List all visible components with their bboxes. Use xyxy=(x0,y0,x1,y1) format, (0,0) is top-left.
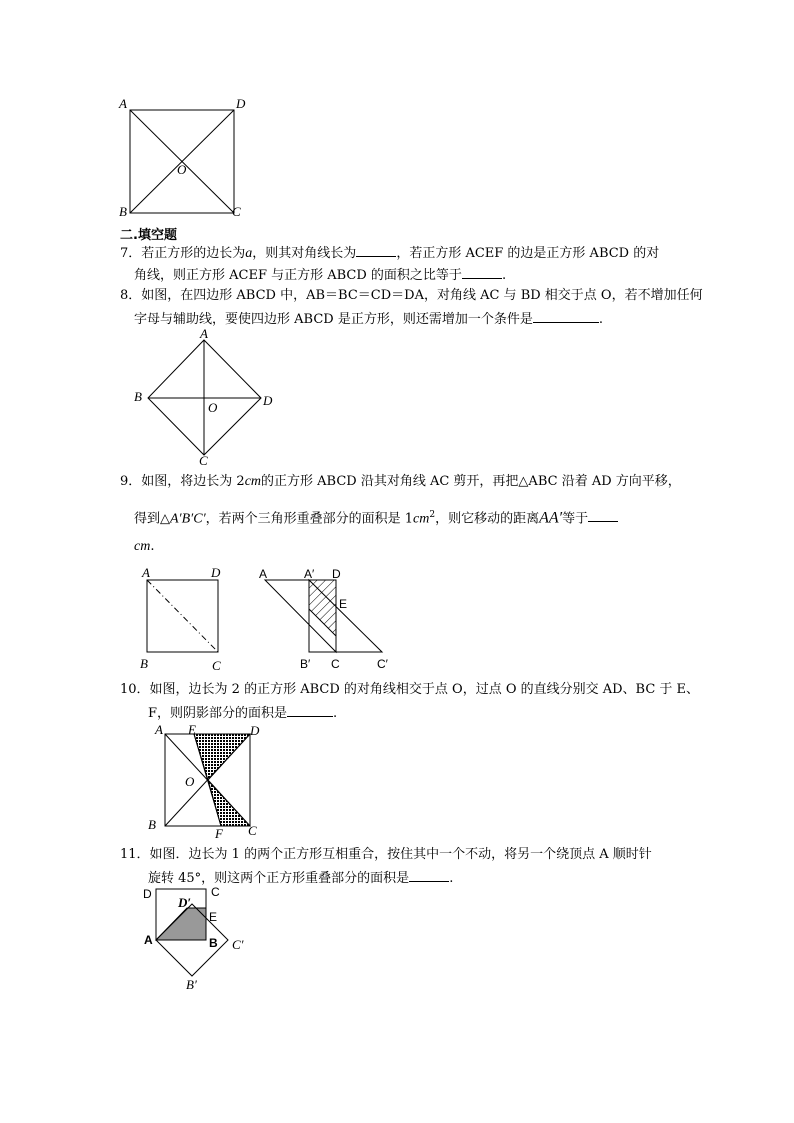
q7-text-b: ，则其对角线长为 xyxy=(252,246,357,261)
label-b: B xyxy=(140,656,148,671)
label-o: O xyxy=(208,400,218,415)
q9-distance: AA′ xyxy=(539,509,563,527)
label-d: D xyxy=(211,565,221,580)
section-title: 二.填空题 xyxy=(120,228,177,243)
shaded-triangle-top xyxy=(194,734,250,780)
label-d: D xyxy=(143,887,152,901)
label-b: B xyxy=(134,389,142,404)
label-c: C xyxy=(248,823,257,838)
label-e: E xyxy=(209,910,218,924)
q9-sup-2: 2 xyxy=(429,510,436,520)
overlap-region xyxy=(309,580,336,636)
q8-number: 8． xyxy=(120,288,142,303)
q10-line1 xyxy=(120,681,699,699)
label-c-prime: C′ xyxy=(377,657,388,671)
label-a-prime: A′ xyxy=(304,567,315,581)
q9-text-d: ，若两个三角形重叠部分的面积是 1 xyxy=(205,511,414,527)
label-a: A xyxy=(200,326,208,341)
figure-q11-rotated-squares xyxy=(132,885,262,995)
q10-text-1: 如图，边长为 2 的正方形 ABCD 的对角线相交于点 O，过点 O 的直线分别交 AD、BC 于 E、 xyxy=(149,682,700,697)
label-d: D xyxy=(263,393,273,408)
overlap-region xyxy=(156,908,206,940)
q10-line2 xyxy=(148,703,337,723)
figure-q10-shaded-square xyxy=(142,722,272,840)
q7-text-a: 若正方形的边长为 xyxy=(141,246,246,261)
q8-end: . xyxy=(598,312,603,327)
label-d: D xyxy=(332,567,341,581)
q10-number: 10． xyxy=(120,682,150,697)
label-a: A xyxy=(119,96,127,111)
label-c-prime: C′ xyxy=(232,937,244,952)
q7-var-a: a xyxy=(245,246,253,261)
q11-text-1: 如图．边长为 1 的两个正方形互相重合，按住其中一个不动，将另一个绕顶点 A 顺时针 xyxy=(149,847,652,862)
q9-text-c: 得到△ xyxy=(134,511,170,527)
label-c: C xyxy=(211,885,220,899)
q8-blank[interactable] xyxy=(533,309,599,323)
label-d: D xyxy=(236,96,246,111)
q9-number: 9． xyxy=(120,474,142,489)
q11-end: . xyxy=(449,871,454,886)
q9-unit-cm2: cm xyxy=(413,511,430,527)
q11-line1 xyxy=(120,846,652,864)
q9-unit-cm-end: cm xyxy=(134,539,151,554)
q11-blank[interactable] xyxy=(409,868,449,882)
label-c: C xyxy=(212,658,221,673)
q9-unit-cm: cm xyxy=(244,474,262,489)
label-a: A xyxy=(155,722,163,737)
label-e: E xyxy=(188,722,196,737)
q9-blank[interactable] xyxy=(588,508,618,522)
figure-q9-square-cut xyxy=(132,560,242,675)
q8-line1 xyxy=(120,287,703,305)
q9-text-f: 等于 xyxy=(562,511,589,527)
q7-end: . xyxy=(501,268,507,283)
q7-text-d: 角线，则正方形 ACEF 与正方形 ABCD 的面积之比等于 xyxy=(134,268,462,283)
label-o: O xyxy=(185,774,195,789)
q9-line1 xyxy=(120,473,681,491)
figure-q9-translated xyxy=(252,560,402,675)
q7-blank-2[interactable] xyxy=(462,265,502,279)
figure-q8-rhombus xyxy=(128,328,278,470)
q7-line2 xyxy=(134,265,506,285)
label-b: B xyxy=(148,817,156,832)
q7-text-c: ，若正方形 ACEF 的边是正方形 ABCD 的对 xyxy=(396,246,660,261)
q8-text-2: 字母与辅助线，要使四边形 ABCD 是正方形，则还需增加一个条件是 xyxy=(134,312,533,327)
q9-text-b: 的正方形 ABCD 沿其对角线 AC 剪开，再把△ABC 沿着 AD 方向平移， xyxy=(261,474,681,489)
q7-line1 xyxy=(120,243,659,263)
q9-text-e: ，则它移动的距离 xyxy=(435,511,540,527)
q9-line3 xyxy=(134,538,154,556)
label-b: B xyxy=(119,204,127,219)
q11-number: 11． xyxy=(120,847,150,862)
label-f: F xyxy=(215,826,223,841)
label-e: E xyxy=(339,597,348,611)
q9-line2 xyxy=(134,506,618,528)
q11-text-2: 旋转 45°，则这两个正方形重叠部分的面积是 xyxy=(148,871,410,886)
q10-end: . xyxy=(333,706,338,721)
label-a: A xyxy=(259,567,268,581)
label-a: A xyxy=(142,565,150,580)
q7-number: 7． xyxy=(120,246,142,261)
label-c: C xyxy=(199,453,208,468)
label-c: C xyxy=(232,204,241,219)
label-b-prime: B′ xyxy=(186,977,197,992)
label-b: B xyxy=(209,936,218,950)
q9-end: . xyxy=(150,539,155,554)
q9-triangle-name: A′B′C′ xyxy=(170,511,206,527)
q9-text-a: 如图，将边长为 2 xyxy=(141,474,245,489)
label-b-prime: B′ xyxy=(300,657,311,671)
label-c: C xyxy=(331,657,340,671)
label-a: A xyxy=(144,933,153,947)
label-d-prime: D′ xyxy=(178,895,192,910)
q10-blank[interactable] xyxy=(287,703,333,717)
label-o: O xyxy=(177,162,187,177)
q7-blank-1[interactable] xyxy=(356,243,396,257)
diagonal-ac-dashdot xyxy=(147,580,218,652)
label-d: D xyxy=(250,723,260,738)
q10-text-2: F，则阴影部分的面积是 xyxy=(148,706,288,721)
figure-square-abcd-diagonals xyxy=(110,95,260,225)
q8-text-1: 如图，在四边形 ABCD 中，AB＝BC＝CD＝DA，对角线 AC 与 BD 相交于点 O，若不增加任何 xyxy=(141,288,703,303)
